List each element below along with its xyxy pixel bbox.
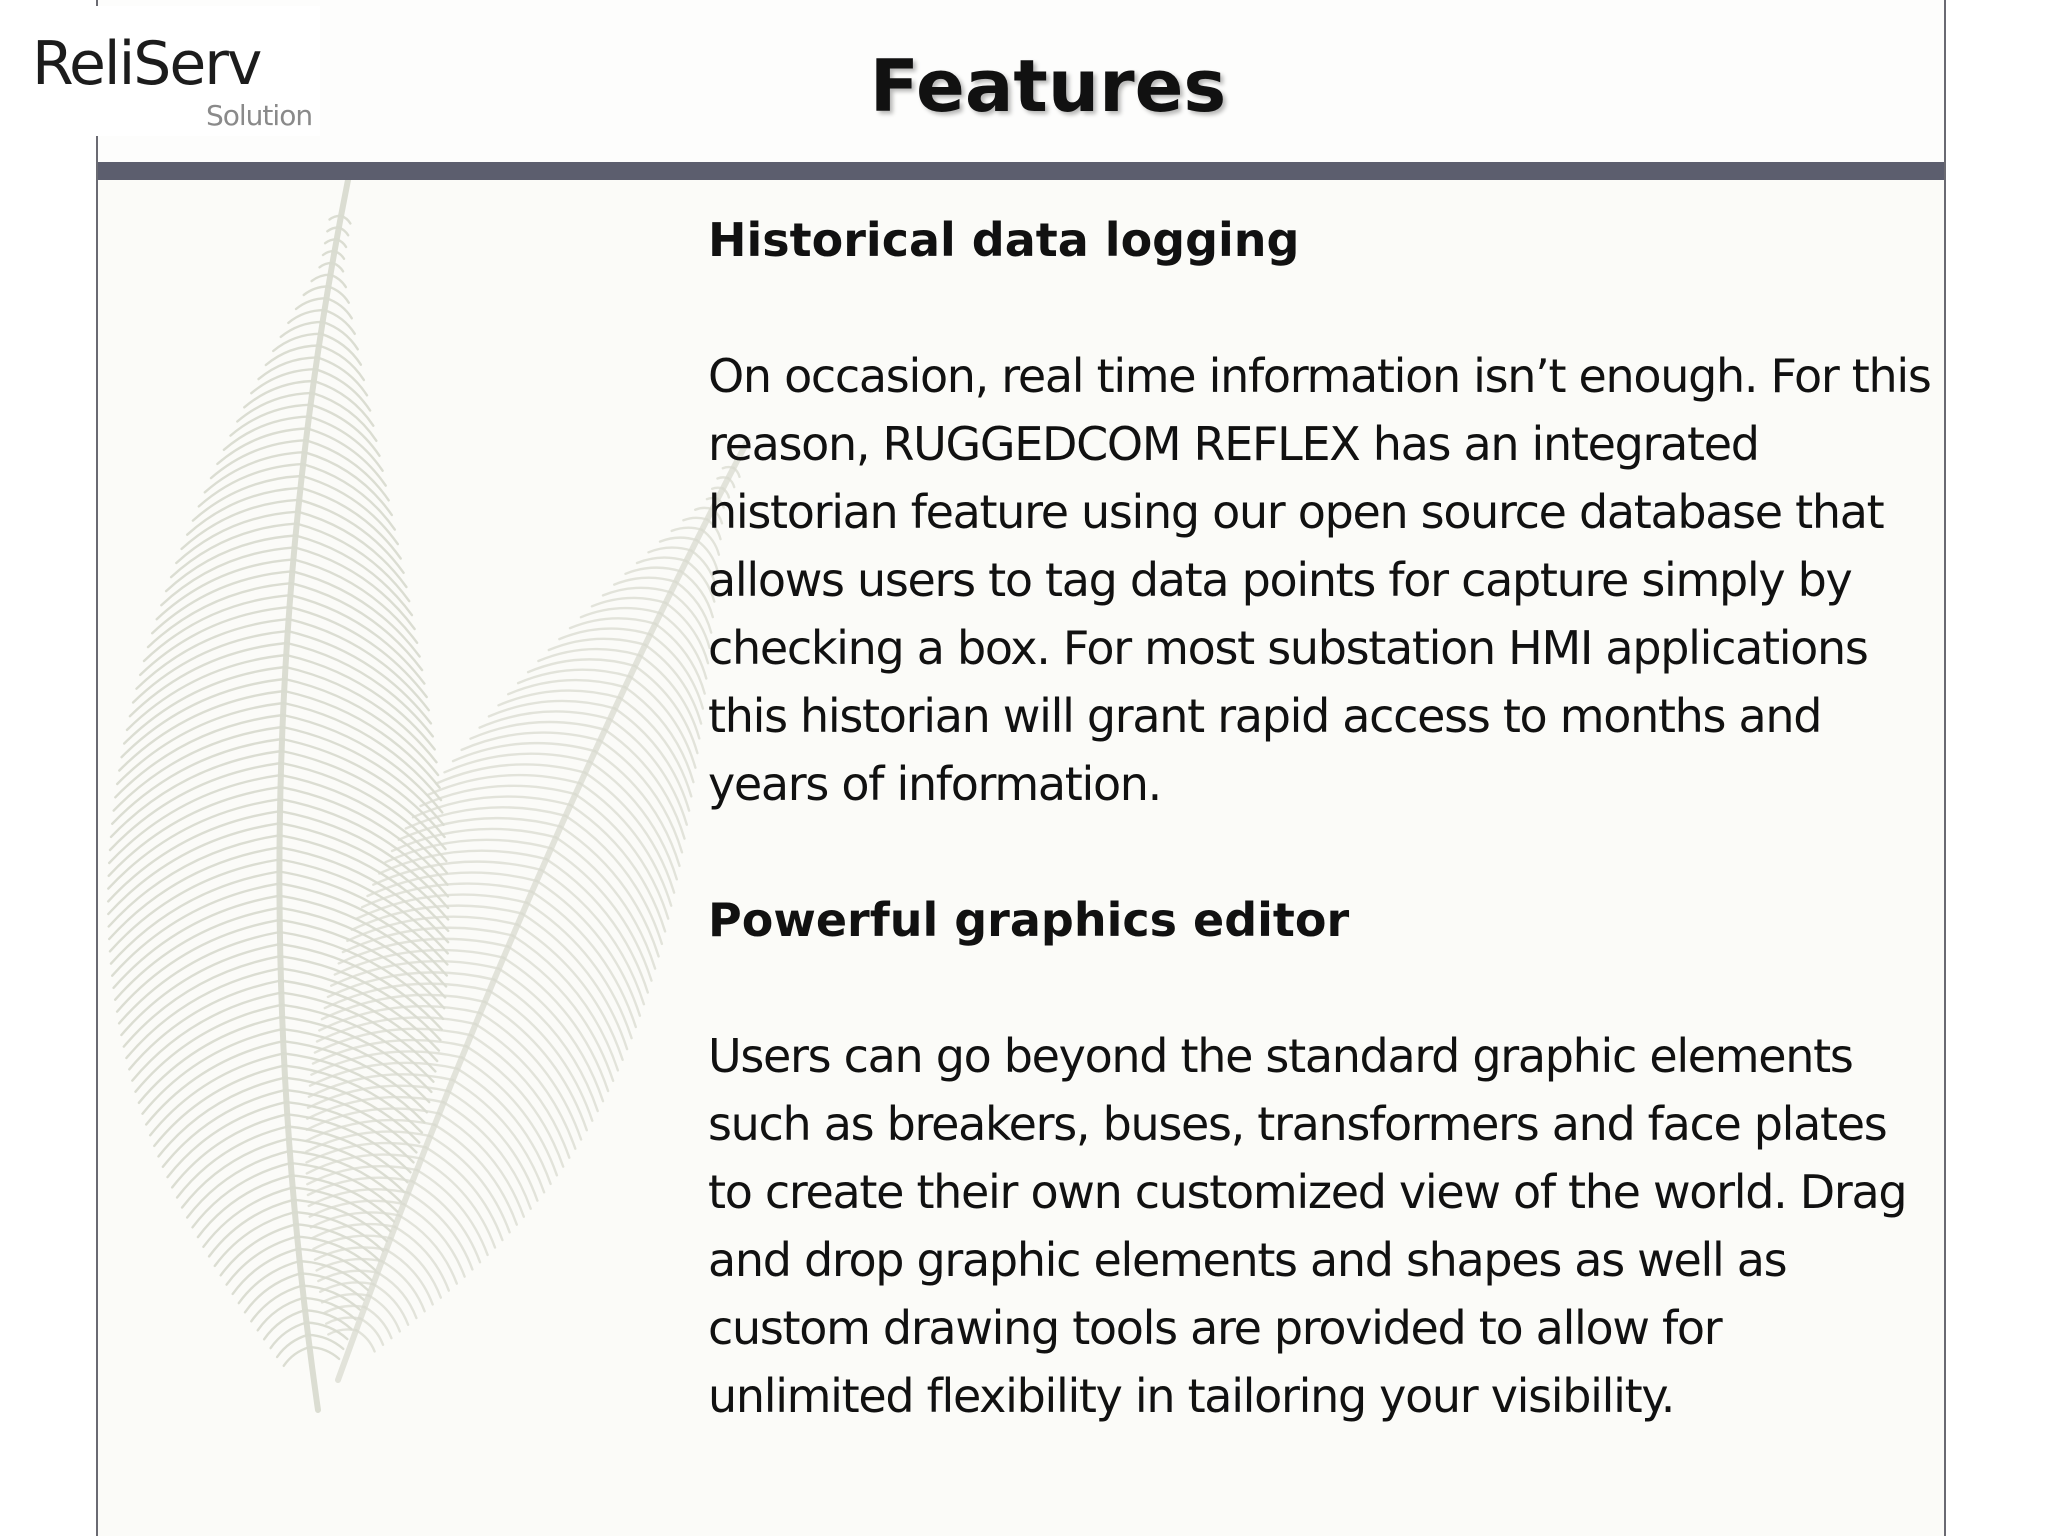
section-heading-historical: Historical data logging [708,213,1300,267]
content-area [708,206,1938,1498]
logo-subtitle: Solution [206,99,313,132]
slide-header [98,0,1944,162]
section-body-graphics: Users can go beyond the standard graphic elements such as breakers, buses, transformers and face plates to create their own customized view of the world. Drag and drop graphic elements and shapes as well as custom drawing tools are provided to allow for unlimited flexibility in tailoring your visibility. [708,1029,1907,1423]
logo [0,6,320,136]
page-title: Features [869,44,1227,128]
slide-frame-right [1944,0,1946,1536]
header-divider-bar [98,162,1944,180]
logo-wordmark: ReliServ [32,29,261,99]
section-body-historical: On occasion, real time information isn’t enough. For this reason, RUGGEDCOM REFLEX has an integrated historian feature using our open source database that allows users to tag data points for capture simply by checking a box. For most substation HMI applications this historian will grant rapid access to months and years of information. [708,349,1931,811]
slide [98,0,1944,1536]
section-heading-graphics: Powerful graphics editor [708,893,1350,947]
